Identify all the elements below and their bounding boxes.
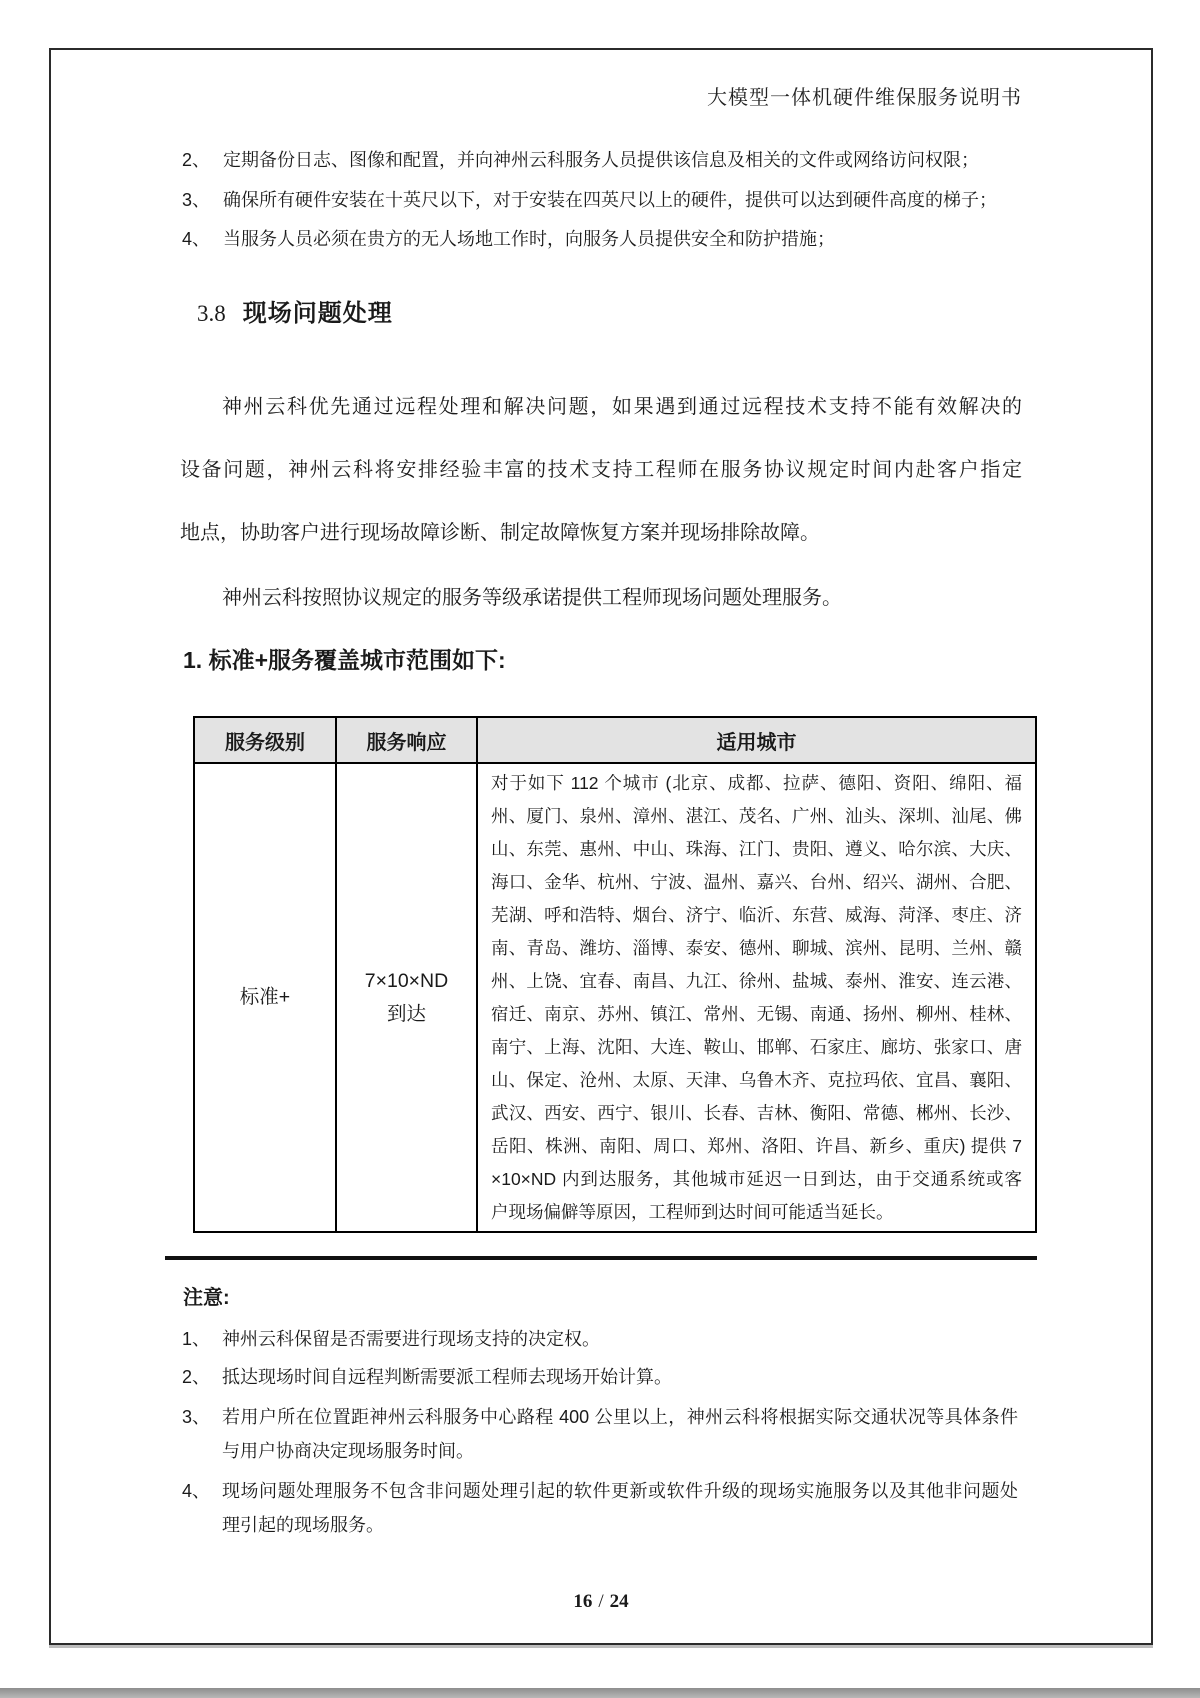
list-item	[180, 186, 1040, 214]
note-text: 现场问题处理服务不包含非问题处理引起的软件更新或软件升级的现场实施服务以及其他非问题处	[222, 1481, 1018, 1501]
note-number: 2、	[182, 1367, 211, 1387]
note-item	[180, 1322, 1020, 1356]
note-number: 3、	[182, 1407, 211, 1427]
notes-label: 注意:	[183, 1287, 230, 1309]
table-header-service-response: 服务响应	[337, 718, 478, 762]
table-header-service-level: 服务级别	[195, 718, 337, 762]
service-coverage-table	[193, 716, 1037, 1233]
page-total: 24	[609, 1591, 629, 1612]
cities-line: 山、保定、沧州、太原、天津、乌鲁木齐、克拉玛依、宜昌、襄阳、	[491, 1070, 1022, 1090]
document-header-title: 大模型一体机硬件维保服务说明书	[707, 87, 1022, 109]
cities-line: 州、上饶、宜春、南昌、九江、徐州、盐城、泰州、淮安、连云港、	[491, 971, 1022, 991]
horizontal-rule	[165, 1256, 1037, 1260]
cities-line: 山、东莞、惠州、中山、珠海、江门、贵阳、遵义、哈尔滨、大庆、	[491, 839, 1022, 859]
note-item	[180, 1360, 1020, 1394]
cities-line: 南宁、上海、沈阳、大连、鞍山、邯郸、石家庄、廊坊、张家口、唐	[491, 1037, 1022, 1057]
paragraph-line: 神州云科按照协议规定的服务等级承诺提供工程师现场问题处理服务。	[222, 587, 842, 609]
list-item-text: 确保所有硬件安装在十英尺以下，对于安装在四英尺以上的硬件，提供可以达到硬件高度的梯子；	[223, 190, 997, 210]
note-text: 神州云科保留是否需要进行现场支持的决定权。	[222, 1329, 600, 1349]
page-number	[49, 1588, 1153, 1616]
paragraph-line: 地点，协助客户进行现场故障诊断、制定故障恢复方案并现场排除故障。	[180, 522, 820, 544]
screenshot-bottom-strip	[0, 1688, 1200, 1698]
cities-line: 芜湖、呼和浩特、烟台、济宁、临沂、东营、威海、菏泽、枣庄、济	[491, 905, 1022, 925]
service-response-line: 到达	[386, 1002, 426, 1025]
list-item	[180, 146, 1040, 174]
paragraph-line: 设备问题，神州云科将安排经验丰富的技术支持工程师在服务协议规定时间内赴客户指定	[180, 459, 1022, 481]
section-heading	[197, 296, 393, 332]
cities-line: 武汉、西安、西宁、银川、长春、吉林、衡阳、常德、郴州、长沙、	[491, 1103, 1022, 1123]
note-item	[180, 1400, 1020, 1468]
note-text: 抵达现场时间自远程判断需要派工程师去现场开始计算。	[222, 1367, 672, 1387]
cities-line: 宿迁、南京、苏州、镇江、常州、无锡、南通、扬州、柳州、桂林、	[491, 1004, 1022, 1024]
cell-service-response	[337, 764, 478, 1231]
table-header-row	[195, 718, 1035, 764]
note-item	[180, 1474, 1020, 1542]
table-row	[195, 764, 1035, 1231]
cities-line: 海口、金华、杭州、宁波、温州、嘉兴、台州、绍兴、湖州、合肥、	[491, 872, 1022, 892]
service-response-line: 7×10×ND	[364, 969, 449, 992]
list-item-text: 定期备份日志、图像和配置，并向神州云科服务人员提供该信息及相关的文件或网络访问权限；	[223, 150, 979, 170]
table-header-applicable-cities: 适用城市	[716, 731, 797, 754]
cities-line: 户现场偏僻等原因，工程师到达时间可能适当延长。	[491, 1202, 894, 1222]
page-current: 16	[573, 1591, 593, 1612]
page-separator: /	[598, 1591, 604, 1612]
cell-applicable-cities	[478, 764, 1035, 1231]
list-item-number: 4、	[182, 229, 211, 249]
section-title: 现场问题处理	[242, 300, 393, 327]
cell-service-level: 标准+	[195, 764, 337, 1231]
note-text: 若用户所在位置距神州云科服务中心路程 400 公里以上，神州云科将根据实际交通状况等具体条件	[222, 1407, 1018, 1427]
note-number: 4、	[182, 1481, 211, 1501]
paragraph-line: 神州云科优先通过远程处理和解决问题，如果遇到通过远程技术支持不能有效解决的	[222, 396, 1022, 418]
note-text: 理引起的现场服务。	[222, 1515, 384, 1535]
cities-line: ×10×ND 内到达服务，其他城市延迟一日到达，由于交通系统或客	[491, 1169, 1022, 1189]
subheading-coverage-cities: 1. 标准+服务覆盖城市范围如下:	[183, 647, 506, 673]
list-item-number: 2、	[182, 150, 211, 170]
note-number: 1、	[182, 1329, 211, 1349]
note-text: 与用户协商决定现场服务时间。	[222, 1441, 474, 1461]
cities-line: 南、青岛、潍坊、淄博、泰安、德州、聊城、滨州、昆明、兰州、赣	[491, 938, 1022, 958]
list-item-text: 当服务人员必须在贵方的无人场地工作时，向服务人员提供安全和防护措施；	[223, 229, 835, 249]
cities-line: 对于如下 112 个城市 (北京、成都、拉萨、德阳、资阳、绵阳、福	[491, 773, 1022, 793]
list-item-number: 3、	[182, 190, 211, 210]
cities-line: 岳阳、株洲、南阳、周口、郑州、洛阳、许昌、新乡、重庆) 提供 7	[491, 1136, 1022, 1156]
list-item	[180, 225, 1040, 253]
cities-line: 州、厦门、泉州、漳州、湛江、茂名、广州、汕头、深圳、汕尾、佛	[491, 806, 1022, 826]
section-number: 3.8	[197, 301, 226, 326]
